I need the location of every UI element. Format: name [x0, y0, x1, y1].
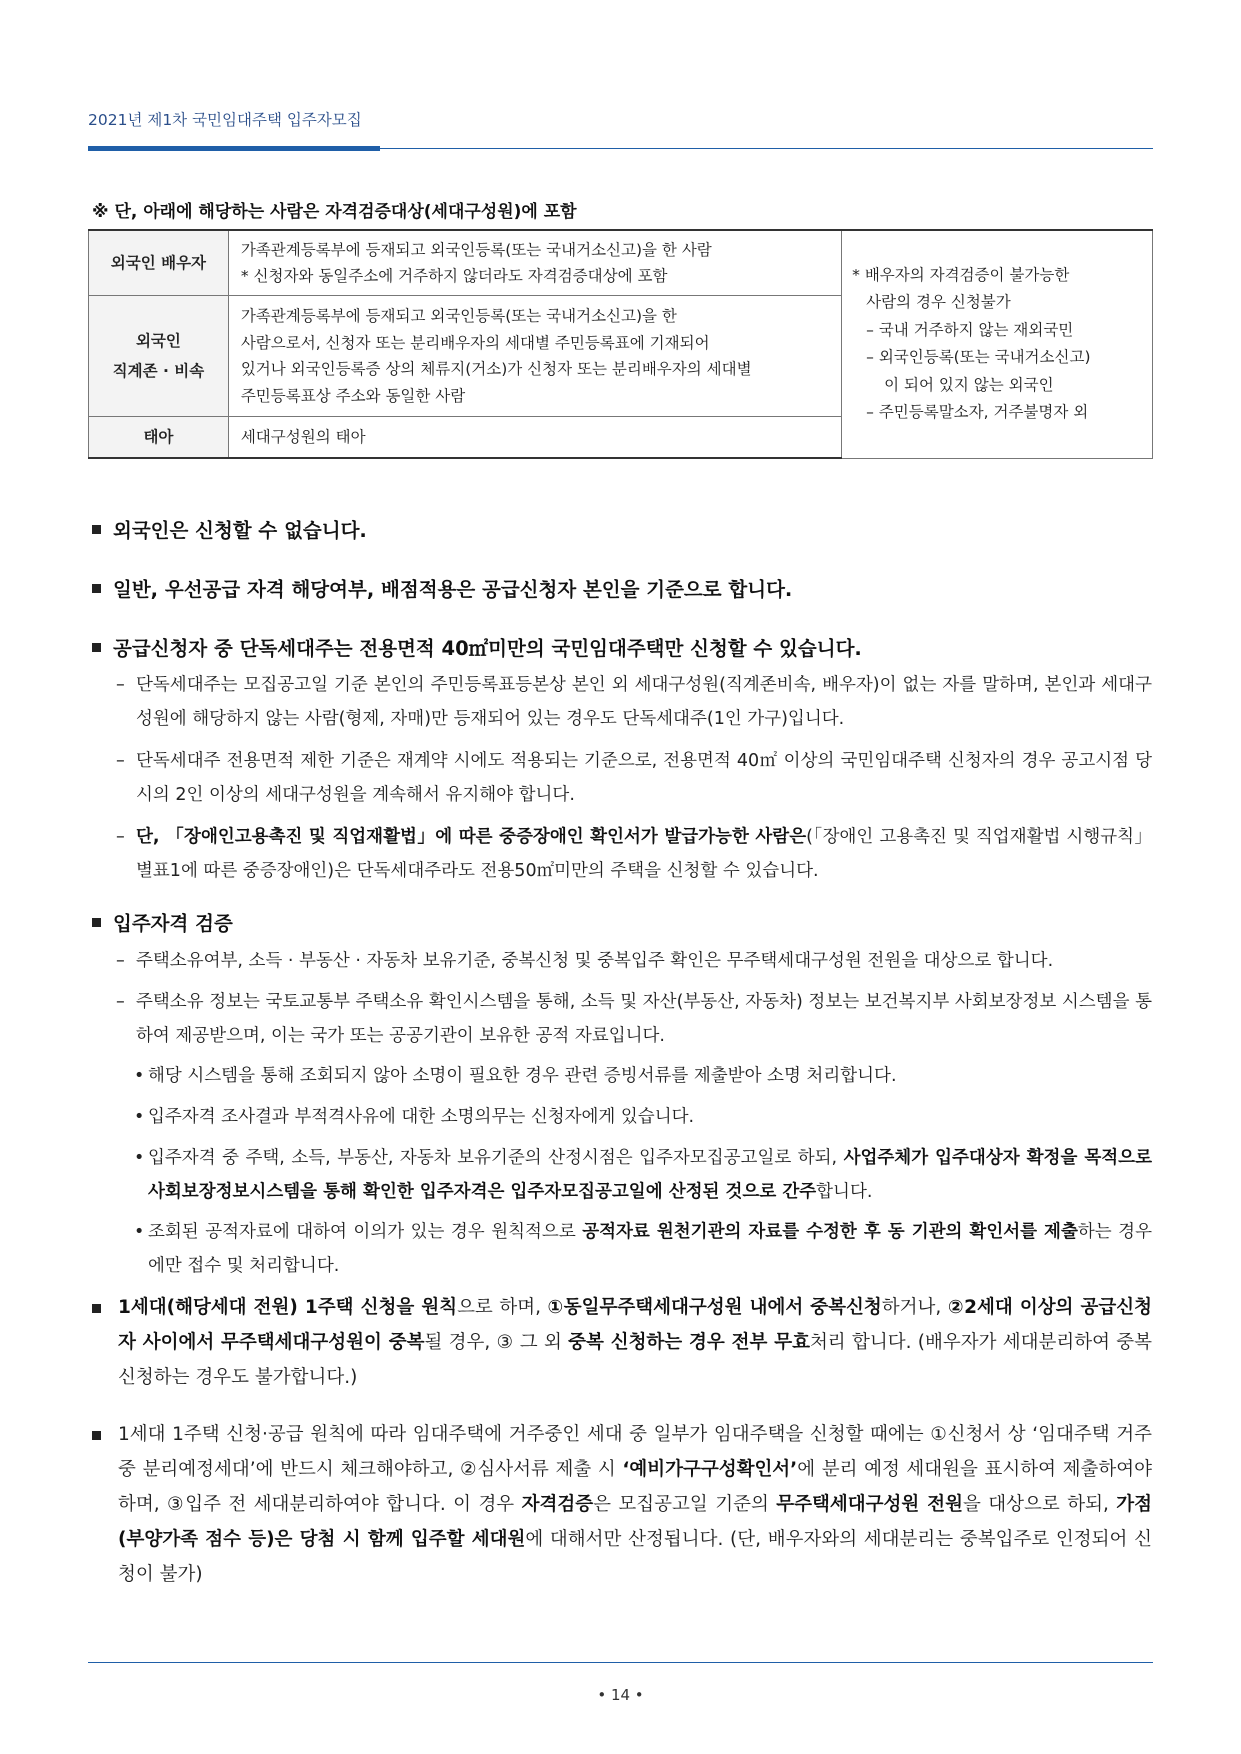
table-description: [228, 230, 841, 296]
paragraph-text: 에 대해서만 산정됩니다. (단, 배우자와의 세대분리는 중복입주로 인정되어 신청이 불가): [118, 1529, 1152, 1585]
dash-marker: –: [116, 992, 125, 1012]
square-bullet-icon: [92, 525, 101, 534]
note-line: – 국내 거주하지 않는 재외국민: [866, 320, 1074, 339]
section-heading: [92, 633, 862, 661]
list-item: [148, 1141, 1152, 1209]
emphasis: 무주택세대구성원 전원: [776, 1494, 963, 1515]
page-number: • 14 •: [597, 1686, 644, 1704]
note-line: 사람의 경우 신청불가: [866, 293, 1011, 312]
emphasis: 공적자료 원천기관의 자료를 수정한 후 동 기관의 확인서를 제출: [582, 1222, 1078, 1242]
list-item-text: (「장애인 고용촉진 및 직업재활법 시행규칙」별표1에 따른 중증장애인)은 단독세대주라도 전용50㎡미만의 주택을 신청할 수 있습니다.: [136, 827, 1152, 881]
note-line: – 외국인등록(또는 국내거소신고): [866, 348, 1091, 367]
header-rule: [380, 148, 1153, 149]
desc-line: 있거나 외국인등록증 상의 체류지(거소)가 신청자 또는 분리배우자의 세대별: [240, 360, 752, 378]
desc-line: 가족관계등록부에 등재되고 외국인등록(또는 국내거소신고)을 한: [240, 307, 677, 325]
table-category: 태아: [89, 417, 229, 459]
section-heading-text: 공급신청자 중 단독세대주는 전용면적 40㎡미만의 국민임대주택만 신청할 수 있습니다.: [113, 637, 862, 660]
paragraph-text: 1세대 1주택 신청·공급 원칙에 따라 임대주택에 거주중인 세대 중 일부가 임대주택을 신청할 때에는 ①신청서 상 ‘임대주택 거주 중 분리예정세대’에 반드시 체크해야하고, ②심사서류 제출 시: [118, 1424, 1152, 1480]
section-marker: [92, 1293, 113, 1327]
category-line: 외국인: [135, 332, 181, 350]
emphasis: ‘예비가구구성확인서’: [622, 1459, 798, 1480]
table-row: [89, 230, 1153, 296]
footer-rule: [88, 1662, 1153, 1663]
emphasis: ①동일무주택세대구성원 내에서 중복신청: [547, 1297, 882, 1318]
list-item-text: 입주자격 중 주택, 소득, 부동산, 자동차 보유기준의 산정시점은 입주자모집공고일로 하되,: [148, 1148, 844, 1168]
section-paragraph: [118, 1290, 1152, 1395]
emphasis: 1세대(해당세대 전원) 1주택 신청을 원칙: [118, 1297, 458, 1318]
square-bullet-icon: [92, 1304, 101, 1313]
dot-marker: •: [134, 1066, 145, 1086]
list-item: 단독세대주 전용면적 제한 기준은 재계약 시에도 적용되는 기준으로, 전용면적 40㎡ 이상의 국민임대주택 신청자의 경우 공고시점 당시의 2인 이상의 세대구성원을 계속해서 유지해야 합니다.: [136, 751, 1152, 805]
category-line: 직계존 · 비속: [112, 362, 205, 380]
list-item: 단독세대주는 모집공고일 기준 본인의 주민등록표등본상 본인 외 세대구성원(직계존비속, 배우자)이 없는 자를 말하며, 본인과 세대구성원에 해당하지 않는 사람(형제, 자매)만 등재되어 있는 경우도 단독세대주(1인 가구)입니다.: [136, 675, 1152, 729]
desc-line: * 신청자와 동일주소에 거주하지 않더라도 자격검증대상에 포함: [240, 267, 668, 285]
section-heading: [92, 908, 233, 936]
desc-line: 주민등록표상 주소와 동일한 사람: [240, 386, 466, 405]
table-description: [228, 417, 841, 459]
section-heading: [92, 515, 367, 543]
desc-line: 사람으로서, 신청자 또는 분리배우자의 세대별 주민등록표에 기재되어: [240, 333, 710, 352]
table-category: [89, 296, 229, 417]
dot-marker: •: [134, 1107, 145, 1127]
square-bullet-icon: [92, 584, 101, 593]
square-bullet-icon: [92, 643, 101, 652]
emphasis: 자격검증: [521, 1494, 594, 1515]
dash-marker: –: [116, 675, 125, 695]
emphasis: 단, 「장애인고용촉진 및 직업재활법」에 따른 중증장애인 확인서가 발급가능한 사람은: [136, 827, 807, 847]
section-heading-text: 외국인은 신청할 수 없습니다.: [113, 519, 367, 542]
list-item: [136, 820, 1152, 888]
dot-marker: •: [134, 1148, 145, 1168]
paragraph-text: 으로 하며,: [457, 1297, 548, 1318]
section-paragraph: [118, 1417, 1152, 1592]
desc-line: 세대구성원의 태아: [240, 427, 366, 446]
list-item-text: 조회된 공적자료에 대하여 이의가 있는 경우 원칙적으로: [148, 1222, 583, 1242]
section-heading: [92, 574, 792, 602]
paragraph-text: 에 분리 예정 세대원을 표시하여 제출하여야 하며, ③입주 전 세대분리하여야 합니다. 이 경우: [118, 1459, 1152, 1515]
list-item: [148, 1215, 1152, 1283]
section-heading-text: 입주자격 검증: [113, 912, 233, 935]
emphasis: 사업주체가 입주대상자 확정을 목적으로 사회보장정보시스템을 통해 확인한 입주자격은 입주자모집공고일에 산정된 것으로 간주: [148, 1148, 1152, 1202]
list-item: 주택소유 정보는 국토교통부 주택소유 확인시스템을 통해, 소득 및 자산(부동산, 자동차) 정보는 보건복지부 사회보장정보 시스템을 통하여 제공받으며, 이는 국가 또는 공공기관이 보유한 공적 자료입니다.: [136, 992, 1152, 1046]
paragraph-text: 처리 합니다. (배우자가 세대분리하여 중복신청하는 경우도 불가합니다.): [118, 1332, 1152, 1388]
dash-marker: –: [116, 951, 125, 971]
list-item-text: 합니다.: [816, 1182, 873, 1202]
desc-line: 가족관계등록부에 등재되고 외국인등록(또는 국내거소신고)을 한 사람: [240, 240, 712, 259]
paragraph-text: 을 대상으로 하되,: [962, 1494, 1117, 1515]
section-heading-text: 일반, 우선공급 자격 해당여부, 배점적용은 공급신청자 본인을 기준으로 합니다.: [113, 578, 793, 601]
table-description: [228, 296, 841, 417]
emphasis: 가점(부양가족 점수 등)은 당첨 시 함께 입주할 세대원: [118, 1494, 1153, 1550]
note-line: – 주민등록말소자, 거주불명자 외: [866, 403, 1089, 422]
list-item-text: 하는 경우에만 접수 및 처리합니다.: [148, 1222, 1152, 1276]
eligibility-table: [88, 229, 1153, 459]
dash-marker: –: [116, 827, 125, 847]
emphasis: 중복 신청하는 경우 전부 무효: [568, 1332, 810, 1353]
list-item: 주택소유여부, 소득 · 부동산 · 자동차 보유기준, 중복신청 및 중복입주 확인은 무주택세대구성원 전원을 대상으로 합니다.: [136, 951, 1054, 971]
list-item: 입주자격 조사결과 부적격사유에 대한 소명의무는 신청자에게 있습니다.: [148, 1107, 695, 1127]
table-note: [842, 230, 1153, 458]
note-line: * 배우자의 자격검증이 불가능한: [852, 265, 1070, 284]
paragraph-text: 하거나,: [881, 1297, 948, 1318]
section-marker: [92, 1420, 113, 1454]
paragraph-text: 될 경우, ③ 그 외: [424, 1332, 569, 1353]
note-title: ※ 단, 아래에 해당하는 사람은 자격검증대상(세대구성원)에 포함: [92, 202, 577, 222]
header-accent-bar: [88, 146, 380, 151]
document-header-title: 2021년 제1차 국민임대주택 입주자모집: [88, 111, 362, 129]
paragraph-text: 은 모집공고일 기준의: [593, 1494, 777, 1515]
square-bullet-icon: [92, 1431, 101, 1440]
note-line: 이 되어 있지 않는 외국인: [884, 375, 1054, 394]
list-item: 해당 시스템을 통해 조회되지 않아 소명이 필요한 경우 관련 증빙서류를 제출받아 소명 처리합니다.: [148, 1066, 897, 1086]
emphasis: ②2세대 이상의 공급신청자 사이에서 무주택세대구성원이 중복: [118, 1297, 1153, 1353]
table-category: 외국인 배우자: [89, 230, 229, 296]
square-bullet-icon: [92, 918, 101, 927]
dash-marker: –: [116, 751, 125, 771]
dot-marker: •: [134, 1222, 145, 1242]
